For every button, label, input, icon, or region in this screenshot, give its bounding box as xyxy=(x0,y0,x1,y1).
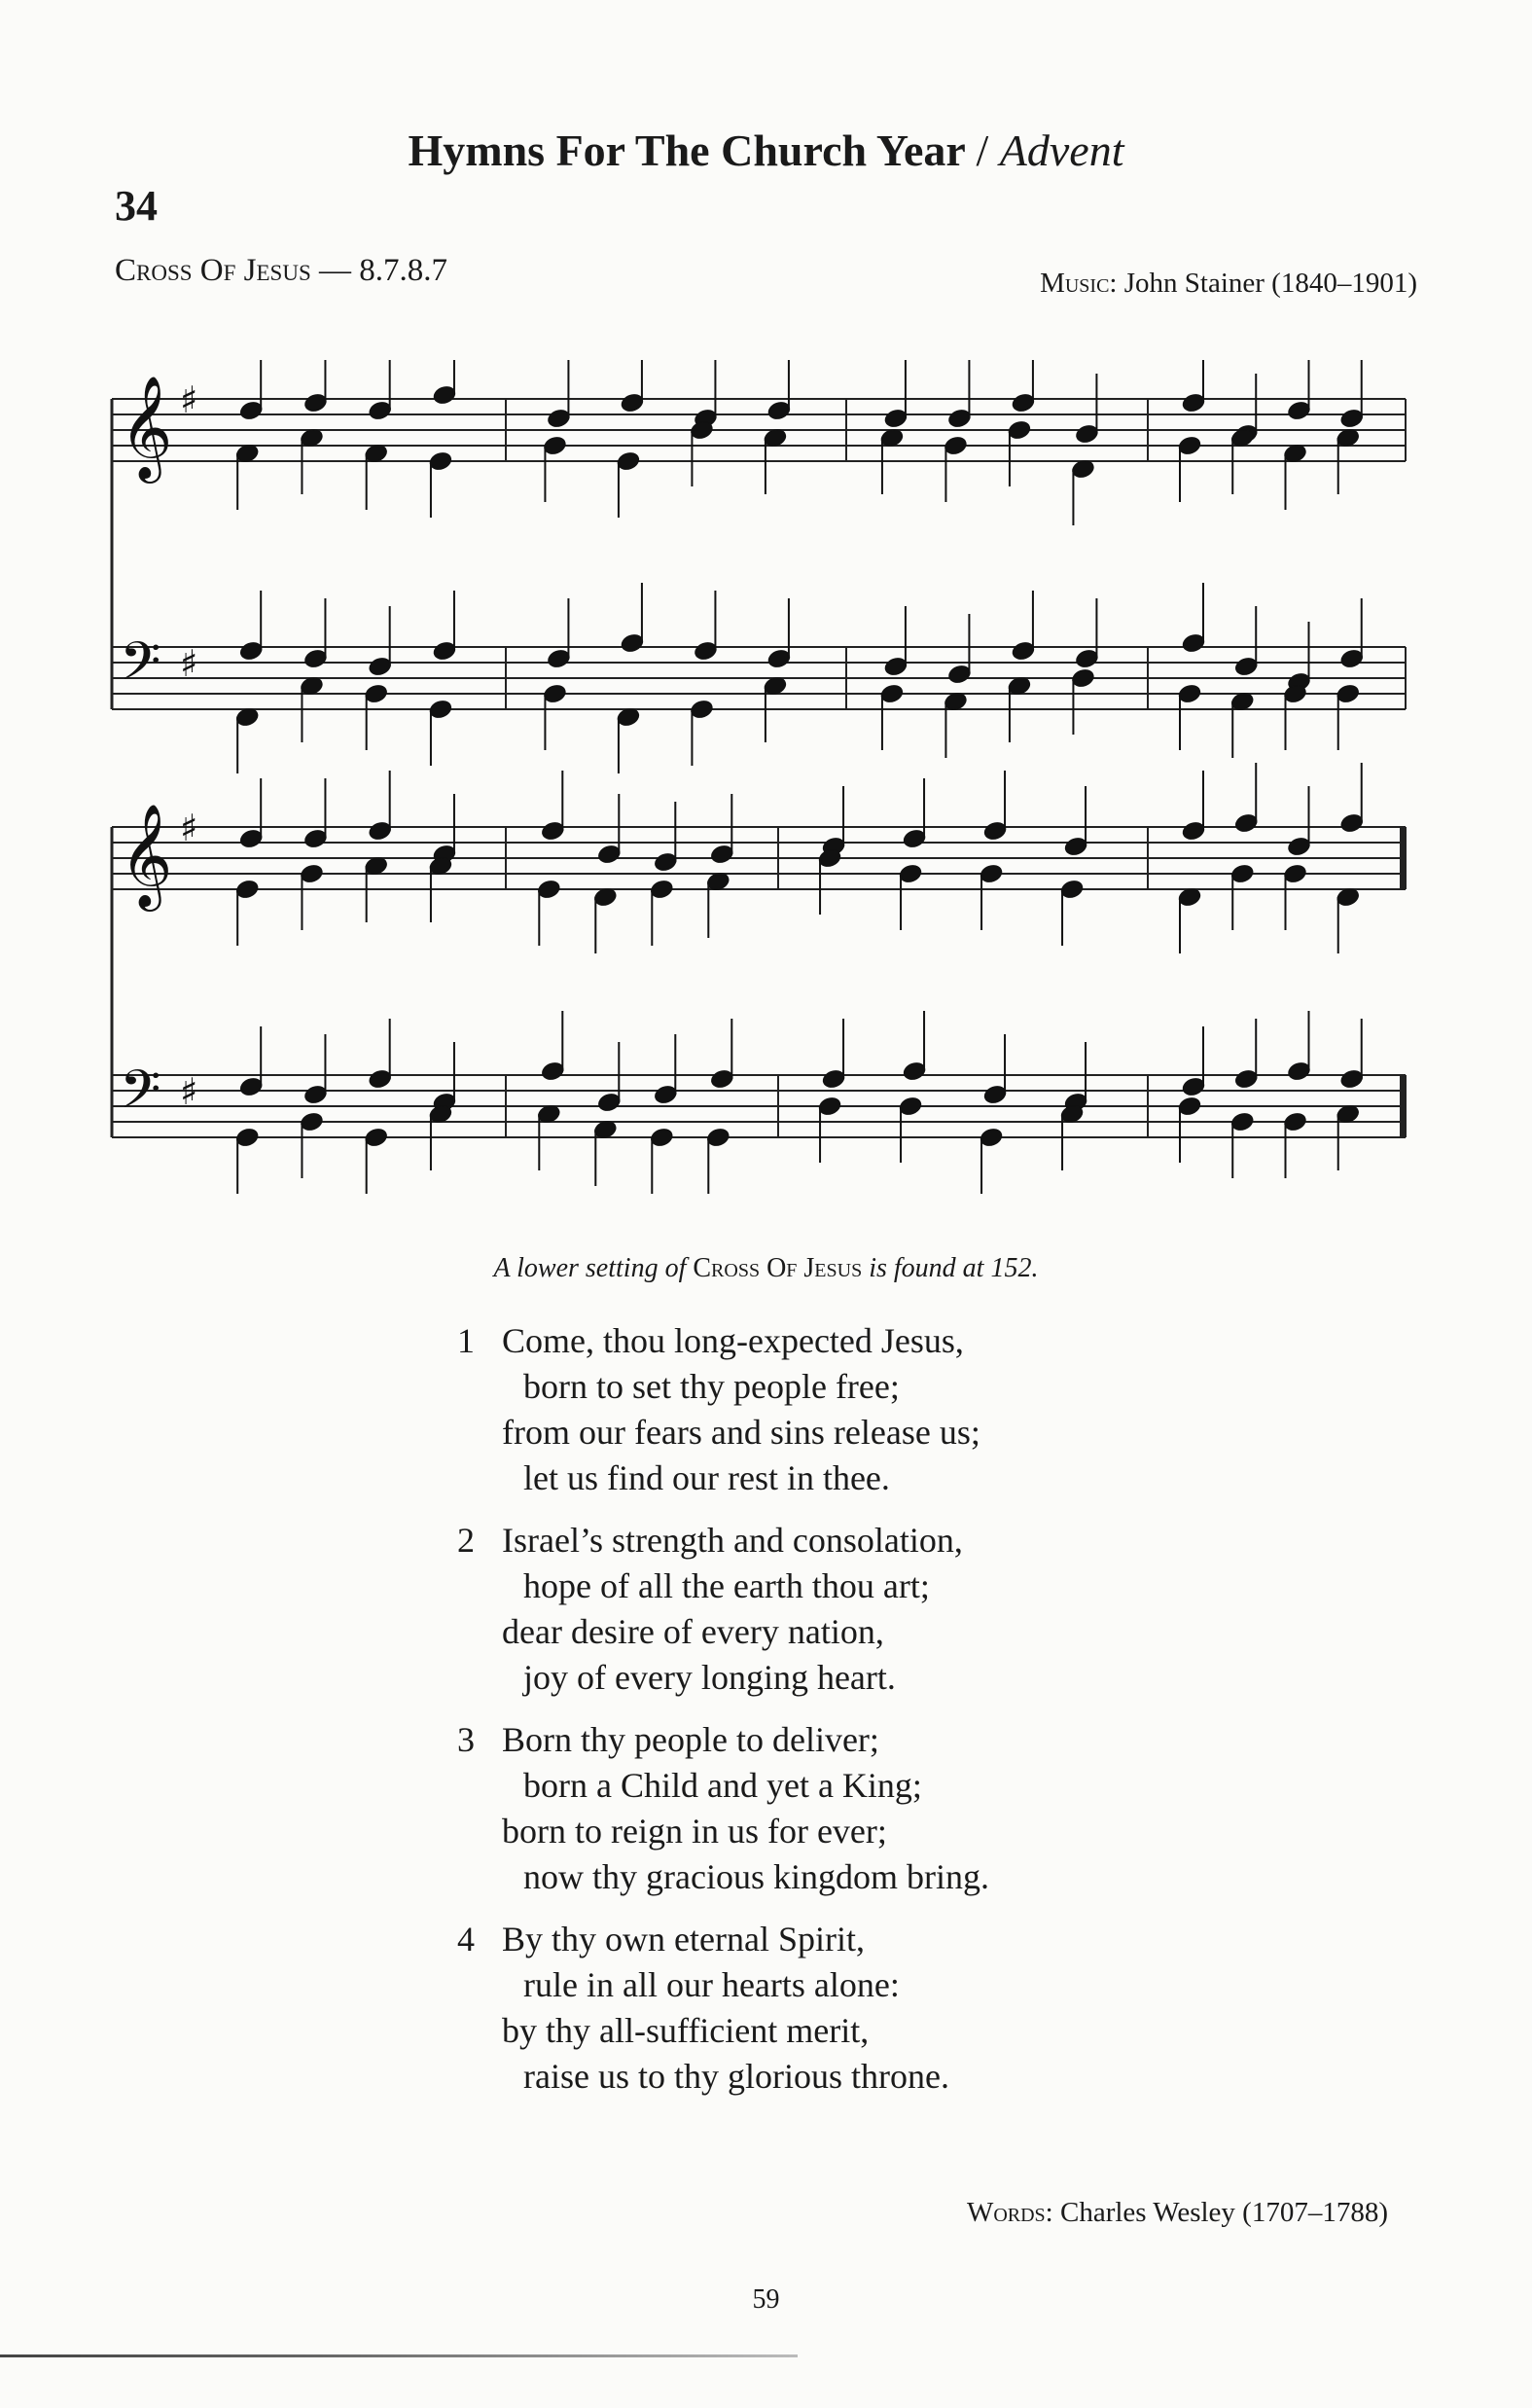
verse-number: 4 xyxy=(457,1920,475,1959)
tune-name: Cross Of Jesus xyxy=(115,253,311,288)
verse-2 xyxy=(457,1518,989,1701)
treble-clef-icon: 𝄞 xyxy=(120,375,173,479)
verse-line: now thy gracious kingdom bring. xyxy=(523,1857,989,1896)
verse-line: born to reign in us for ever; xyxy=(502,1812,887,1851)
musical-score xyxy=(97,360,1440,1216)
music-credit xyxy=(1040,268,1417,300)
title-separator: / xyxy=(976,126,989,175)
verse-4 xyxy=(457,1917,989,2100)
treble-clef-icon: 𝄞 xyxy=(120,803,173,907)
verse-3 xyxy=(457,1717,989,1900)
tune-meter: — 8.7.8.7 xyxy=(319,253,448,288)
verse-line: hope of all the earth thou art; xyxy=(523,1566,930,1605)
bass-clef-icon: 𝄢 xyxy=(120,1059,161,1133)
bottom-rule xyxy=(0,2354,798,2357)
verse-number: 1 xyxy=(457,1321,475,1360)
bass-clef-icon: 𝄢 xyxy=(120,630,161,705)
footnote-post: is found at 152. xyxy=(869,1253,1039,1283)
verse-line: born a Child and yet a King; xyxy=(523,1766,922,1805)
verse-number: 2 xyxy=(457,1521,475,1560)
music-label: Music: xyxy=(1040,268,1118,299)
footnote-tune: Cross Of Jesus xyxy=(693,1253,863,1283)
page-header xyxy=(0,125,1532,176)
key-sharp-icon: ♯ xyxy=(180,807,198,849)
final-barline xyxy=(1400,827,1406,889)
verse-line: born to set thy people free; xyxy=(523,1367,900,1406)
verse-line: Born thy people to deliver; xyxy=(502,1720,879,1759)
verses xyxy=(457,1318,989,2116)
verse-line: Israel’s strength and consolation, xyxy=(502,1521,963,1560)
verse-line: dear desire of every nation, xyxy=(502,1612,884,1651)
verse-line: from our fears and sins release us; xyxy=(502,1413,980,1452)
composer: John Stainer (1840–1901) xyxy=(1123,268,1417,299)
tune-line xyxy=(115,253,447,289)
footnote-pre: A lower setting of xyxy=(493,1253,687,1283)
words-credit xyxy=(967,2197,1388,2229)
final-barline xyxy=(1400,1075,1406,1137)
verse-line: Come, thou long-expected Jesus, xyxy=(502,1321,964,1360)
verse-1 xyxy=(457,1318,989,1501)
setting-footnote xyxy=(0,1253,1532,1284)
key-sharp-icon: ♯ xyxy=(180,1070,198,1113)
verse-line: joy of every longing heart. xyxy=(523,1658,896,1697)
verse-line: rule in all our hearts alone: xyxy=(523,1965,900,2004)
season-label: Advent xyxy=(999,126,1124,175)
section-title: Hymns For The Church Year xyxy=(408,126,965,175)
verse-line: raise us to thy glorious throne. xyxy=(523,2057,949,2096)
verse-number: 3 xyxy=(457,1720,475,1759)
verse-line: by thy all-sufficient merit, xyxy=(502,2011,870,2050)
words-label: Words: xyxy=(966,2197,1053,2228)
author: Charles Wesley (1707–1788) xyxy=(1059,2197,1388,2228)
key-sharp-icon: ♯ xyxy=(180,378,198,421)
verse-line: let us find our rest in thee. xyxy=(523,1458,890,1497)
page-number: 59 xyxy=(752,2284,780,2315)
verse-line: By thy own eternal Spirit, xyxy=(502,1920,865,1959)
hymn-number: 34 xyxy=(115,182,158,230)
key-sharp-icon: ♯ xyxy=(180,642,198,685)
